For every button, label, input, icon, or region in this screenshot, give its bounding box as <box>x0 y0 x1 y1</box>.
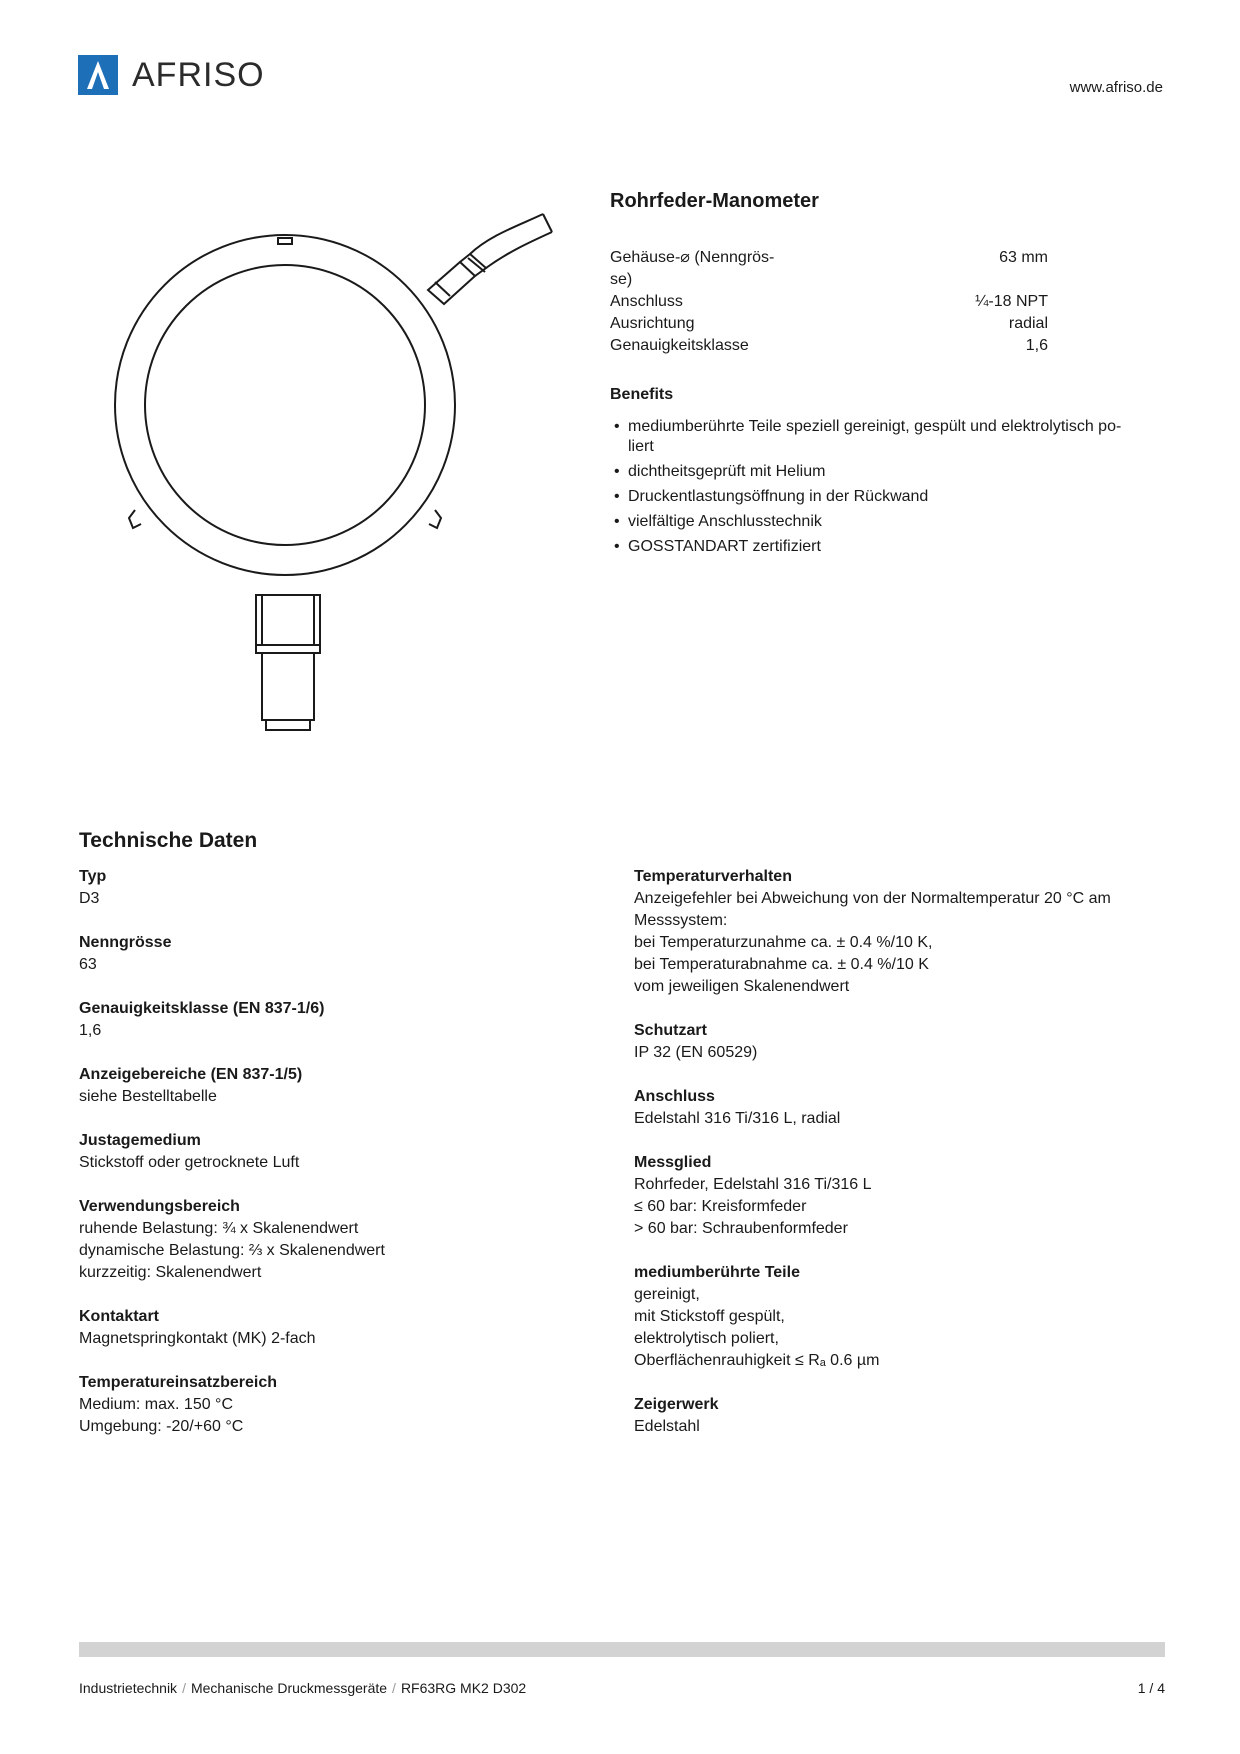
tech-item-text: 1,6 <box>79 1022 102 1039</box>
benefits-title: Benefits <box>610 386 674 403</box>
benefit-item: • Druckentlastungsöffnung in der Rückwand <box>614 487 1154 507</box>
spec-value: ¼-18 NPT <box>975 293 1048 310</box>
bottom-connector <box>256 595 320 730</box>
brand-logo[interactable] <box>78 54 265 96</box>
tech-item <box>79 1064 559 1108</box>
tech-item-heading: Nenngrösse <box>79 934 172 951</box>
tech-item <box>79 1196 559 1284</box>
tech-item-text: Anzeigefehler bei Abweichung von der Normaltemperatur 20 °C am Messsystem: bei Temperaturzunahme ca. ± 0.4 %/10 K, bei Temperaturabnahme ca. ± 0.4 %/10 K vom jeweiligen Skalenendwert <box>634 890 1111 995</box>
tech-data-right-column <box>634 866 1174 1460</box>
spec-row <box>610 313 1048 335</box>
tech-data-title: Technische Daten <box>79 829 258 852</box>
tech-item-text: IP 32 (EN 60529) <box>634 1044 758 1061</box>
tech-item <box>79 1130 559 1174</box>
breadcrumb-separator: / <box>392 1680 396 1696</box>
tech-item-text: Stickstoff oder getrocknete Luft <box>79 1154 300 1171</box>
spec-value: 1,6 <box>1025 337 1048 354</box>
page-number: 1 / 4 <box>1137 1680 1165 1696</box>
spec-label: Genauigkeitsklasse <box>610 337 749 354</box>
tech-item-heading: Verwendungsbereich <box>79 1198 240 1215</box>
benefit-item: • mediumberührte Teile speziell gereinigt, gespült und elektrolytisch po- liert <box>614 417 1154 457</box>
tech-item-heading: Temperatureinsatzbereich <box>79 1374 277 1391</box>
tech-item <box>634 866 1174 998</box>
tech-item-heading: Genauigkeitsklasse (EN 837-1/6) <box>79 1000 325 1017</box>
tech-item <box>79 1372 559 1438</box>
breadcrumb-item[interactable]: Industrietechnik <box>79 1680 178 1696</box>
tech-item <box>79 1306 559 1350</box>
spec-table <box>610 247 1048 357</box>
spec-value: 63 mm <box>999 249 1048 266</box>
spec-row <box>610 335 1048 357</box>
tech-item <box>634 1262 1174 1372</box>
afriso-triangle-logo-icon <box>78 55 118 95</box>
tech-item-text: Magnetspringkontakt (MK) 2-fach <box>79 1330 316 1347</box>
tech-item-heading: Zeigerwerk <box>634 1396 719 1413</box>
breadcrumb <box>79 1680 526 1696</box>
tech-item-heading: Justagemedium <box>79 1132 201 1149</box>
breadcrumb-item[interactable]: RF63RG MK2 D302 <box>400 1680 527 1696</box>
breadcrumb-item[interactable]: Mechanische Druckmessgeräte <box>190 1680 388 1696</box>
tech-item-heading: Temperaturverhalten <box>634 868 792 885</box>
tech-item <box>634 1086 1174 1130</box>
tech-item <box>79 998 559 1042</box>
tech-item-text: D3 <box>79 890 100 907</box>
tech-item-text: Rohrfeder, Edelstahl 316 Ti/316 L ≤ 60 bar: Kreisformfeder > 60 bar: Schraubenformfeder <box>634 1176 872 1237</box>
tech-item-text: siehe Bestelltabelle <box>79 1088 217 1105</box>
spec-value: radial <box>1008 315 1048 332</box>
tech-item-text: ruhende Belastung: ¾ x Skalenendwert dynamische Belastung: ⅔ x Skalenendwert kurzzeitig: Skalenendwert <box>79 1220 385 1281</box>
benefit-item: • dichtheitsgeprüft mit Helium <box>614 462 1154 482</box>
tech-item-heading: Messglied <box>634 1154 712 1171</box>
benefits-list <box>614 417 1154 562</box>
gauge-outer-ring <box>115 235 455 575</box>
brand-name: AFRISO <box>132 55 265 94</box>
tech-item-text: Medium: max. 150 °C Umgebung: -20/+60 °C <box>79 1396 244 1435</box>
tech-item-heading: Anschluss <box>634 1088 715 1105</box>
tech-item <box>634 1020 1174 1064</box>
spec-label: Gehäuse-⌀ (Nenngrös- se) <box>610 249 775 288</box>
tech-data-left-column <box>79 866 559 1460</box>
spec-row <box>610 247 1048 291</box>
benefit-item: • vielfältige Anschlusstechnik <box>614 512 1154 532</box>
tech-item-text: 63 <box>79 956 97 973</box>
tech-item-heading: Kontaktart <box>79 1308 160 1325</box>
manometer-drawing <box>110 210 570 740</box>
tech-item <box>634 1394 1174 1438</box>
tech-item-heading: mediumberührte Teile <box>634 1264 800 1281</box>
tech-item-text: Edelstahl <box>634 1418 700 1435</box>
tech-item <box>79 932 559 976</box>
tech-item-heading: Schutzart <box>634 1022 707 1039</box>
tech-item-text: gereinigt, mit Stickstoff gespült, elektrolytisch poliert, Oberflächenrauhigkeit ≤ Rₐ 0.6 µm <box>634 1286 880 1369</box>
cable-gland <box>428 214 552 304</box>
website-link[interactable]: www.afriso.de <box>1069 79 1163 96</box>
spec-label: Anschluss <box>610 293 683 310</box>
tech-item <box>634 1152 1174 1240</box>
gauge-inner-ring <box>145 265 425 545</box>
spec-label: Ausrichtung <box>610 315 695 332</box>
tech-item-text: Edelstahl 316 Ti/316 L, radial <box>634 1110 841 1127</box>
benefit-item: • GOSSTANDART zertifiziert <box>614 537 1154 557</box>
product-title: Rohrfeder-Manometer <box>610 190 819 212</box>
tech-item <box>79 866 559 910</box>
footer-divider-bar <box>79 1642 1165 1657</box>
tech-item-heading: Anzeigebereiche (EN 837-1/5) <box>79 1066 303 1083</box>
breadcrumb-separator: / <box>182 1680 186 1696</box>
tech-item-heading: Typ <box>79 868 107 885</box>
spec-row <box>610 291 1048 313</box>
